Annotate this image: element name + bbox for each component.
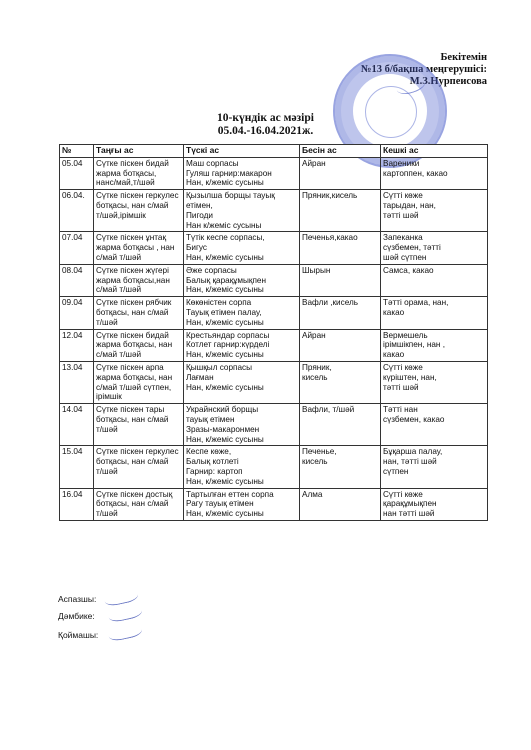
dinner-cell	[381, 297, 488, 329]
lunch-line: Лағман	[186, 372, 214, 382]
lunch-line: Қышқыл сорпасы	[186, 362, 252, 372]
snack-cell	[300, 297, 381, 329]
dinner-cell	[381, 446, 488, 488]
dinner-line: ірімшікпен, нан ,	[383, 340, 445, 350]
date-cell: 14.04	[60, 404, 94, 446]
snack-line: Вафли ,кисель	[302, 298, 359, 308]
breakfast-cell	[94, 329, 184, 361]
table-row	[60, 361, 488, 403]
dinner-line: Тәтті нан	[383, 405, 418, 415]
breakfast-line: жарма ботқасы,нан	[96, 275, 170, 285]
snack-cell	[300, 264, 381, 296]
dinner-line: Вареники	[383, 158, 420, 168]
snack-line: кисель	[302, 372, 328, 382]
dinner-line: қарақұмықпен	[383, 499, 437, 509]
table-header-row	[60, 145, 488, 158]
breakfast-line: ботқасы, нан с/май	[96, 499, 169, 509]
lunch-cell	[184, 264, 300, 296]
snack-line: Пряник,кисель	[302, 191, 358, 201]
table-row	[60, 488, 488, 520]
lunch-line: Нан, к/жеміс сусыны	[186, 350, 264, 360]
snack-cell	[300, 361, 381, 403]
dinner-line: картоппен, какао	[383, 168, 448, 178]
dinner-line: нан тәтті шәй	[383, 509, 435, 519]
breakfast-line: Сүтке піскен рябчик	[96, 298, 172, 308]
date-cell: 12.04	[60, 329, 94, 361]
menu-table	[59, 144, 488, 521]
snack-line: Пряник,	[302, 362, 332, 372]
breakfast-line: т/шәй	[96, 509, 118, 519]
lunch-line: Тартылған еттен сорпа	[186, 489, 274, 499]
dinner-line: тарыдан, нан,	[383, 200, 436, 210]
dinner-line: Сүтті көже	[383, 362, 423, 372]
table-row	[60, 297, 488, 329]
lunch-cell	[184, 361, 300, 403]
lunch-line: Көкөністен сорпа	[186, 298, 252, 308]
snack-cell	[300, 488, 381, 520]
snack-line: Айран	[302, 330, 326, 340]
lunch-line: Крестьяндар сорпасы	[186, 330, 270, 340]
dinner-line: сүзбемен, какао	[383, 414, 445, 424]
breakfast-line: т/шәй	[96, 317, 118, 327]
lunch-line: Нан, к/жеміс сусыны	[186, 382, 264, 392]
snack-line: Печенье,	[302, 447, 337, 457]
lunch-line: Котлет гарнир:күрделі	[186, 340, 270, 350]
snack-line: Шырын	[302, 265, 331, 275]
lunch-line: тауық етімен	[186, 414, 235, 424]
breakfast-cell	[94, 404, 184, 446]
breakfast-cell	[94, 297, 184, 329]
breakfast-line: ботқасы, нан с/май	[96, 307, 169, 317]
dinner-line: нан, тәтті шәй	[383, 457, 437, 467]
storekeeper-signature	[107, 621, 143, 643]
lunch-line: етімен,	[186, 200, 213, 210]
dinner-cell	[381, 488, 488, 520]
table-body	[60, 157, 488, 520]
dinner-line: тәтті шәй	[383, 210, 419, 220]
snack-line: Алма	[302, 489, 323, 499]
header-snack: Бесін ас	[300, 145, 381, 158]
lunch-line: Түтік кеспе сорпасы,	[186, 233, 265, 243]
lunch-line: Нан к/жеміс сусыны	[186, 220, 262, 230]
breakfast-line: ботқасы, нан с/май	[96, 457, 169, 467]
lunch-line: Қызылша борщы тауық	[186, 191, 275, 201]
dinner-line: Сүтті көже	[383, 191, 423, 201]
dinner-line: Вермешель	[383, 330, 428, 340]
breakfast-line: жарма ботқасы , нан	[96, 243, 175, 253]
dinner-line: Самса, какао	[383, 265, 434, 275]
lunch-cell	[184, 190, 300, 232]
dinner-cell	[381, 190, 488, 232]
lunch-line: Зразы-макаронмен	[186, 424, 260, 434]
breakfast-line: Сүтке піскен тары	[96, 405, 165, 415]
date-cell: 13.04	[60, 361, 94, 403]
snack-cell	[300, 329, 381, 361]
lunch-line: Гарнир: картоп	[186, 466, 243, 476]
dinner-cell	[381, 404, 488, 446]
table-row	[60, 264, 488, 296]
breakfast-cell	[94, 232, 184, 264]
table-row	[60, 232, 488, 264]
lunch-line: Гуляш гарнир:макарон	[186, 168, 272, 178]
menu-title	[0, 112, 531, 138]
breakfast-line: т/шәй	[96, 424, 118, 434]
approval-line-3: М.З.Нурпеисова	[409, 76, 487, 87]
table-row	[60, 446, 488, 488]
breakfast-line: с/май т/шәй	[96, 285, 142, 295]
breakfast-line: т/шәй	[96, 466, 118, 476]
header-number: №	[60, 145, 94, 158]
dinner-line: Сүтті көже	[383, 489, 423, 499]
snack-line: Айран	[302, 158, 326, 168]
nurse-signature-label: Дәмбике:	[58, 611, 95, 621]
snack-cell	[300, 190, 381, 232]
date-cell: 09.04	[60, 297, 94, 329]
lunch-line: Әже сорпасы	[186, 265, 237, 275]
breakfast-cell	[94, 361, 184, 403]
lunch-line: Балық қарақұмықпен	[186, 275, 266, 285]
dinner-line: Бұқаршa палау,	[383, 447, 443, 457]
dinner-line: какао	[383, 350, 405, 360]
lunch-line: Рагу тауық етімен	[186, 499, 254, 509]
lunch-line: Нан, к/жеміс сусыны	[186, 509, 264, 519]
lunch-cell	[184, 232, 300, 264]
breakfast-line: жарма ботқасы, нан	[96, 372, 173, 382]
dinner-line: какао	[383, 307, 405, 317]
snack-line: Печенья,какао	[302, 233, 358, 243]
breakfast-cell	[94, 446, 184, 488]
lunch-cell	[184, 157, 300, 189]
dinner-line: күріштен, нан,	[383, 372, 437, 382]
breakfast-line: с/май т/шәй	[96, 350, 142, 360]
dinner-cell	[381, 361, 488, 403]
dinner-line: сүтпен	[383, 466, 409, 476]
dinner-line: тәтті шәй	[383, 382, 419, 392]
lunch-cell	[184, 404, 300, 446]
breakfast-cell	[94, 264, 184, 296]
lunch-line: Нан, к/жеміс сусыны	[186, 285, 264, 295]
header-dinner: Кешкі ас	[381, 145, 488, 158]
table-row	[60, 190, 488, 232]
date-cell: 15.04	[60, 446, 94, 488]
lunch-cell	[184, 329, 300, 361]
breakfast-line: жарма ботқасы,	[96, 168, 157, 178]
breakfast-line: Сүтке піскен жүгері	[96, 265, 169, 275]
lunch-line: Нан, к/жеміс сусыны	[186, 434, 264, 444]
breakfast-line: Сүтке піскен бидай	[96, 158, 169, 168]
lunch-line: Украйнский борщы	[186, 405, 259, 415]
lunch-cell	[184, 446, 300, 488]
dinner-cell	[381, 232, 488, 264]
lunch-cell	[184, 488, 300, 520]
dinner-cell	[381, 157, 488, 189]
breakfast-line: т/шәй,ірімшік	[96, 210, 146, 220]
header-lunch: Түскі ас	[184, 145, 300, 158]
table-row	[60, 157, 488, 189]
dinner-line: шәй сүтпен	[383, 252, 427, 262]
date-cell: 07.04	[60, 232, 94, 264]
menu-date-range: 05.04.-16.04.2021ж.	[217, 125, 314, 137]
lunch-line: Балық котлеті	[186, 457, 239, 467]
table-row	[60, 404, 488, 446]
dinner-line: сүзбемен, тәтті	[383, 243, 441, 253]
lunch-line: Бигус	[186, 243, 208, 253]
breakfast-cell	[94, 190, 184, 232]
breakfast-line: Сүтке піскен геркулес	[96, 191, 179, 201]
cook-signature-label: Аспазшы:	[58, 594, 97, 604]
storekeeper-signature-label: Қоймашы:	[58, 630, 99, 640]
approval-line-1: Бекітемін	[440, 52, 487, 63]
breakfast-line: нанс/май,т/шәй	[96, 178, 155, 188]
breakfast-line: Сүтке піскен ұнтақ	[96, 233, 167, 243]
lunch-line: Нан, к/жеміс сусыны	[186, 476, 264, 486]
snack-cell	[300, 446, 381, 488]
dinner-line: Тәтті орама, нан,	[383, 298, 449, 308]
dinner-cell	[381, 329, 488, 361]
dinner-cell	[381, 264, 488, 296]
lunch-line: Нан, к/жеміс сусыны	[186, 252, 264, 262]
breakfast-line: Сүтке піскен достық	[96, 489, 173, 499]
breakfast-line: с/май т/шәй	[96, 252, 142, 262]
date-cell: 05.04	[60, 157, 94, 189]
date-cell: 08.04	[60, 264, 94, 296]
lunch-line: Тауық етімен палау,	[186, 307, 262, 317]
snack-cell	[300, 232, 381, 264]
table-row	[60, 329, 488, 361]
header-breakfast: Таңғы ас	[94, 145, 184, 158]
date-cell: 06.04.	[60, 190, 94, 232]
snack-cell	[300, 404, 381, 446]
dinner-line: Запеканка	[383, 233, 423, 243]
snack-line: кисель	[302, 457, 328, 467]
breakfast-line: жарма ботқасы, нан	[96, 340, 173, 350]
breakfast-line: Сүтке піскен арпа	[96, 362, 164, 372]
breakfast-cell	[94, 488, 184, 520]
breakfast-line: с/май т/шәй сүтпен,	[96, 382, 172, 392]
menu-title-line-1: 10-күндік ас мәзірі	[217, 112, 314, 124]
lunch-line: Маш сорпасы	[186, 158, 239, 168]
breakfast-line: ботқасы, нан с/май	[96, 414, 169, 424]
snack-cell	[300, 157, 381, 189]
date-cell: 16.04	[60, 488, 94, 520]
breakfast-line: ірімшік	[96, 392, 122, 402]
lunch-line: Пигоди	[186, 210, 213, 220]
lunch-cell	[184, 297, 300, 329]
breakfast-line: Сүтке піскен геркулес	[96, 447, 179, 457]
breakfast-cell	[94, 157, 184, 189]
breakfast-line: Сүтке піскен бидай	[96, 330, 169, 340]
snack-line: Вафли, т/шәй	[302, 405, 355, 415]
lunch-line: Нан, к/жеміс сусыны	[186, 317, 264, 327]
lunch-line: Кеспе көже,	[186, 447, 232, 457]
breakfast-line: ботқасы, нан с/май	[96, 200, 169, 210]
approval-line-2: №13 б/бақша меңгерушісі:	[360, 64, 487, 75]
lunch-line: Нан, к/жеміс сусыны	[186, 178, 264, 188]
